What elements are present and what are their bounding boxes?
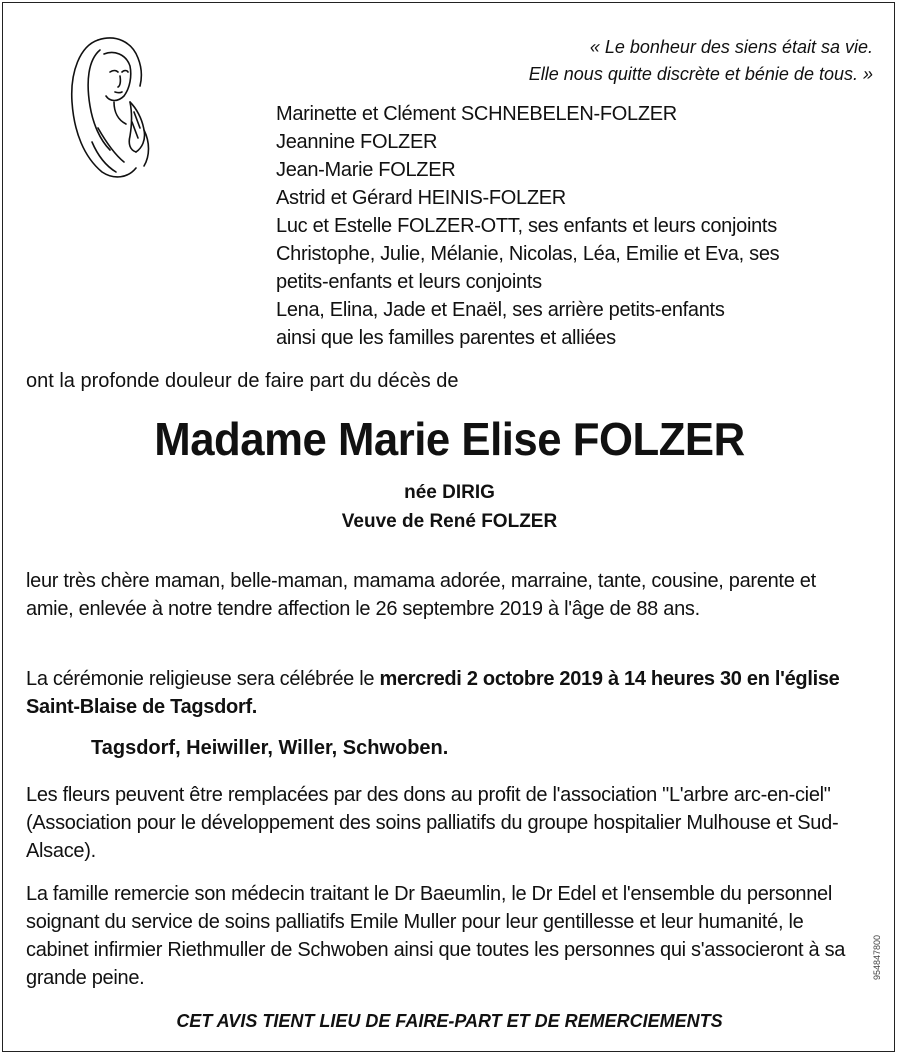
family-line: Lena, Elina, Jade et Enaël, ses arrière petits-enfants xyxy=(276,299,725,321)
reference-number: 954847800 xyxy=(872,934,882,980)
maiden-name: née DIRIG xyxy=(404,482,495,503)
ceremony-date-place: mercredi 2 octobre 2019 à 14 heures 30 en l'église Saint-Blaise de Tagsdorf. xyxy=(26,668,840,718)
family-line: Astrid et Gérard HEINIS-FOLZER xyxy=(276,187,566,209)
praying-madonna-icon xyxy=(58,32,168,182)
quote-line-2: Elle nous quitte discrète et bénie de tous. » xyxy=(528,64,873,84)
paragraph-relationship: leur très chère maman, belle-maman, mamama adorée, marraine, tante, cousine, parente et amie, enlevée à notre tendre affection le 26 septembre 2019 à l'âge de 88 ans. xyxy=(26,570,816,620)
village-list: Tagsdorf, Heiwiller, Willer, Schwoben. xyxy=(91,737,449,759)
footer-notice: CET AVIS TIENT LIEU DE FAIRE-PART ET DE REMERCIEMENTS xyxy=(176,1011,723,1031)
paragraph-ceremony xyxy=(26,665,856,721)
paragraph-thanks: La famille remercie son médecin traitant le Dr Baeumlin, le Dr Edel et l'ensemble du personnel soignant du service de soins palliatifs Emile Muller pour leur gentillesse et leur humanité, le cabinet infirmier Riethmuller de Schwoben ainsi que toutes les personnes qui s'associeront à sa grande peine. xyxy=(26,883,846,989)
announcement-line: ont la profonde douleur de faire part du décès de xyxy=(26,370,459,392)
ceremony-text: La cérémonie religieuse sera célébrée le xyxy=(26,668,380,690)
family-line: ainsi que les familles parentes et alliées xyxy=(276,327,616,349)
quote-line-1: « Le bonheur des siens était sa vie. xyxy=(589,37,873,57)
family-line: petits-enfants et leurs conjoints xyxy=(276,271,542,293)
family-line: Luc et Estelle FOLZER-OTT, ses enfants et leurs conjoints xyxy=(276,215,777,237)
family-line: Jeannine FOLZER xyxy=(276,131,438,153)
epitaph-quote xyxy=(529,34,873,88)
family-list xyxy=(276,100,779,352)
family-line: Jean-Marie FOLZER xyxy=(276,159,456,181)
paragraph-donations: Les fleurs peuvent être remplacées par des dons au profit de l'association "L'arbre arc-en-ciel" (Association pour le développement des soins palliatifs du groupe hospitalier Mulhouse et Sud-Alsace). xyxy=(26,784,839,862)
widow-of: Veuve de René FOLZER xyxy=(341,511,558,532)
family-line: Christophe, Julie, Mélanie, Nicolas, Léa, Emilie et Eva, ses xyxy=(276,243,780,265)
deceased-name: Madame Marie Elise FOLZER xyxy=(154,413,745,465)
family-line: Marinette et Clément SCHNEBELEN-FOLZER xyxy=(276,103,677,125)
